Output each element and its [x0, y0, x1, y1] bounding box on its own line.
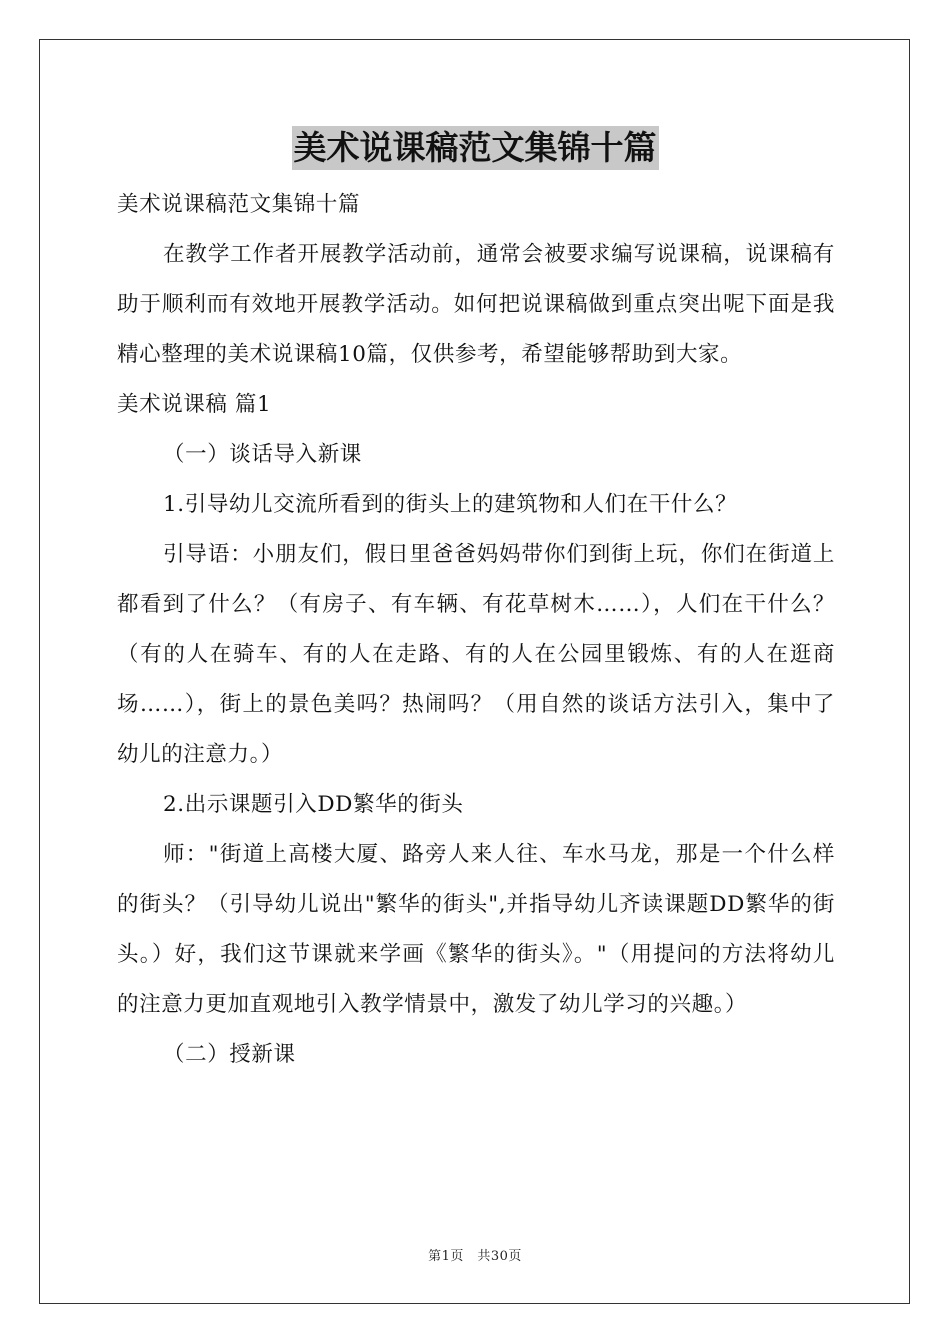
- intro-paragraph: 在教学工作者开展教学活动前，通常会被要求编写说课稿，说课稿有助于顺利而有效地开展教学活动。如何把说课稿做到重点突出呢下面是我精心整理的美术说课稿10篇，仅供参考，希望能够帮助到大家。: [117, 242, 835, 367]
- document-body: [117, 180, 835, 1080]
- page-footer: 第1页 共30页: [428, 1249, 522, 1264]
- item-two: 2.出示课题引入DD繁华的街头: [163, 792, 464, 817]
- title-container: [0, 126, 950, 170]
- part-two-heading: （二）授新课: [163, 1042, 296, 1067]
- item-one: 1.引导幼儿交流所看到的街头上的建筑物和人们在干什么？: [163, 492, 738, 517]
- item-two-teacher-paragraph: 师："街道上高楼大厦、路旁人来人往、车水马龙，那是一个什么样的街头？（引导幼儿说出"繁华的街头",并指导幼儿齐读课题DD繁华的街头。）好，我们这节课就来学画《繁华的街头》。"（用提问的方法将幼儿的注意力更加直观地引入教学情景中，激发了幼儿学习的兴趣。）: [117, 842, 835, 1017]
- part-one-heading: （一）谈话导入新课: [163, 442, 362, 467]
- section-heading: 美术说课稿 篇1: [117, 392, 272, 417]
- document-title: 美术说课稿范文集锦十篇: [292, 126, 659, 170]
- document-subtitle: 美术说课稿范文集锦十篇: [117, 192, 361, 217]
- item-one-guide-paragraph: 引导语：小朋友们，假日里爸爸妈妈带你们到街上玩，你们在街道上都看到了什么？（有房子、有车辆、有花草树木……），人们在干什么？（有的人在骑车、有的人在走路、有的人在公园里锻炼、有的人在逛商场……），街上的景色美吗？热闹吗？（用自然的谈话方法引入，集中了幼儿的注意力。）: [117, 542, 835, 767]
